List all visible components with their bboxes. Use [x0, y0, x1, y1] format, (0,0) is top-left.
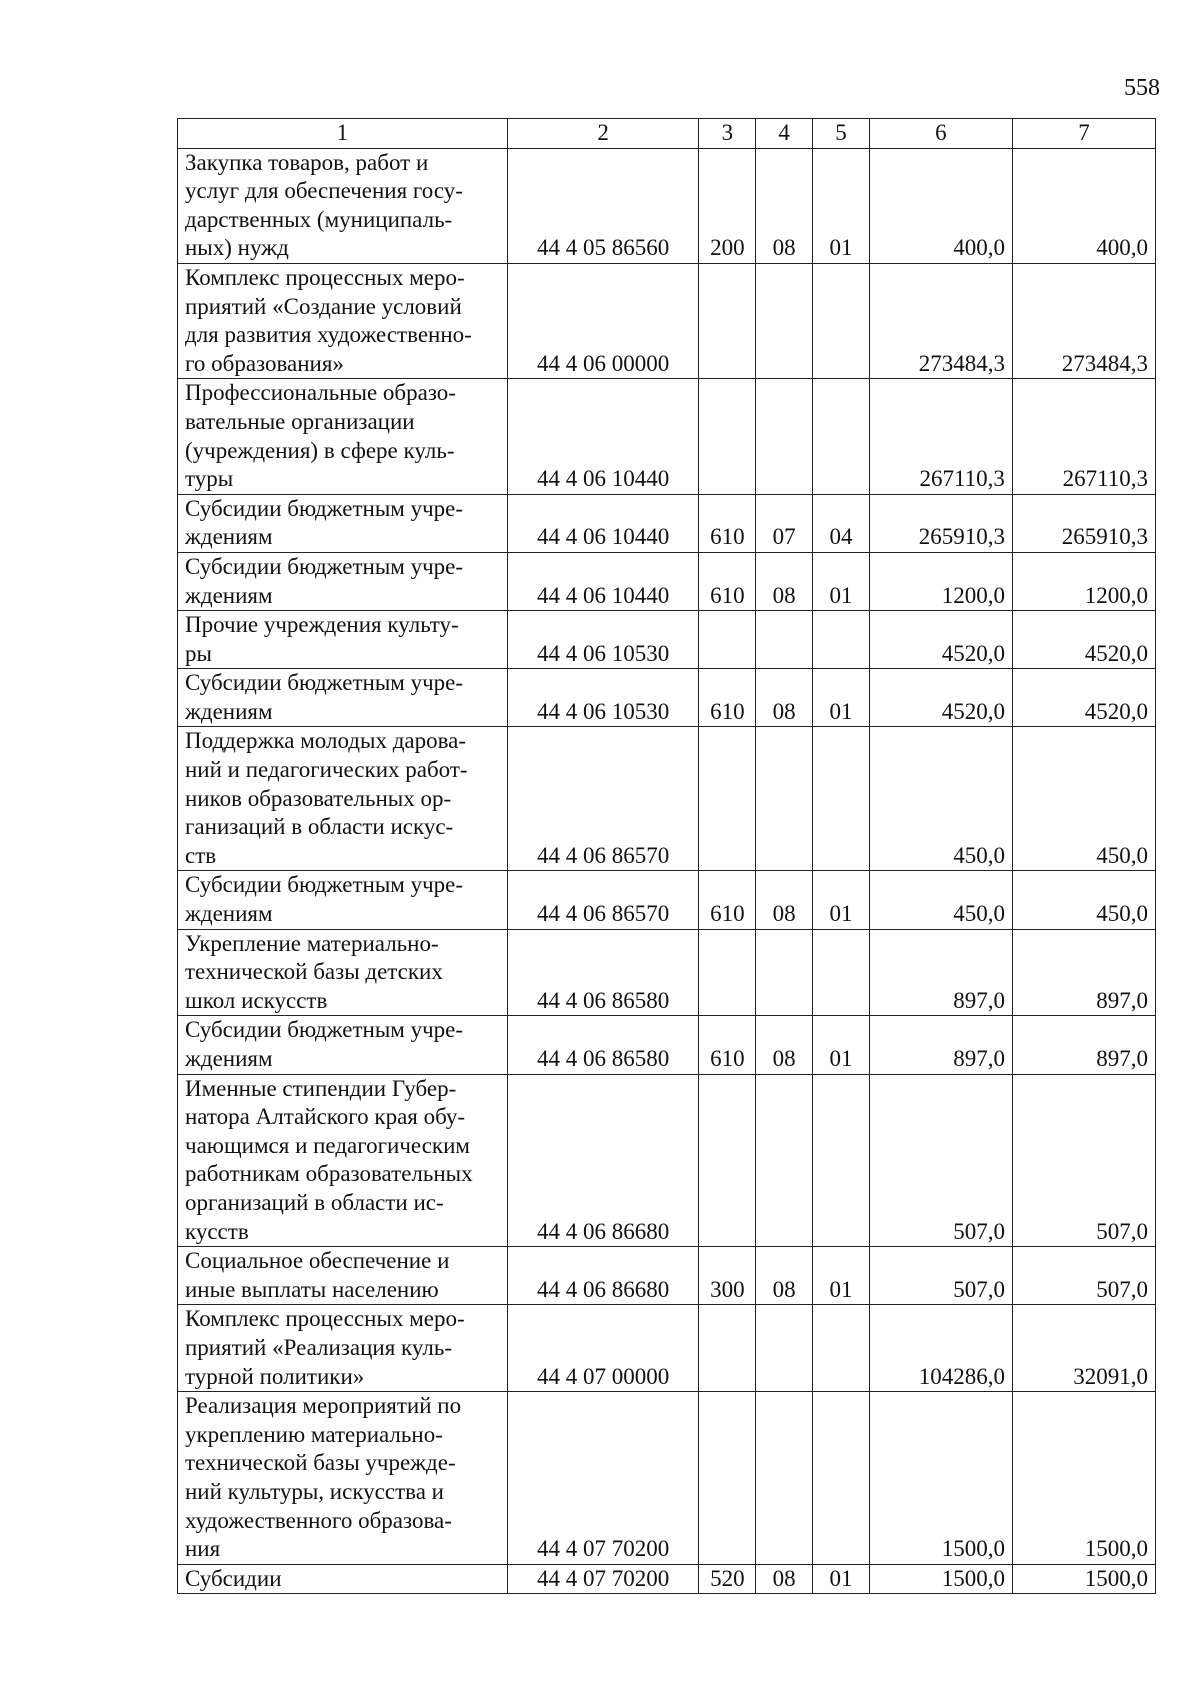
item-name-line: Именные стипендии Губер- [185, 1075, 457, 1101]
row-subsection [813, 1074, 870, 1247]
item-name-line: чающимся и педагогическим [185, 1132, 470, 1158]
item-name-line: ждениям [185, 524, 273, 550]
item-name-line: Поддержка молодых дарова- [185, 728, 467, 754]
table-row [178, 727, 1156, 871]
table-row [178, 263, 1156, 378]
row-amount-col6: 265910,3 [869, 494, 1012, 552]
item-name-line: услуг для обеспечения госу- [185, 178, 463, 204]
row-section [756, 929, 813, 1016]
row-item-name [178, 1247, 508, 1305]
row-item-name [178, 148, 508, 263]
row-section [756, 727, 813, 871]
table-row [178, 1247, 1156, 1305]
row-amount-col7: 897,0 [1012, 929, 1155, 1016]
table-row [178, 929, 1156, 1016]
row-amount-col6: 4520,0 [869, 669, 1012, 727]
row-section [756, 611, 813, 669]
row-target-code: 44 4 06 10440 [507, 494, 699, 552]
row-subsection [813, 379, 870, 494]
row-section [756, 1392, 813, 1565]
item-name-line: ганизаций в области искус- [185, 814, 454, 840]
row-section: 08 [756, 1016, 813, 1074]
item-name-line: вательные организации [185, 408, 415, 434]
table-row [178, 1564, 1156, 1594]
row-amount-col7: 1500,0 [1012, 1392, 1155, 1565]
row-item-name [178, 669, 508, 727]
row-amount-col6: 267110,3 [869, 379, 1012, 494]
row-item-name [178, 494, 508, 552]
column-header-4: 4 [756, 119, 813, 149]
row-amount-col7: 507,0 [1012, 1074, 1155, 1247]
row-amount-col6: 104286,0 [869, 1305, 1012, 1392]
row-amount-col7: 4520,0 [1012, 611, 1155, 669]
row-expense-type [699, 611, 756, 669]
column-header-3: 3 [699, 119, 756, 149]
item-name-line: Субсидии бюджетным учре- [185, 495, 464, 521]
item-name-line: ния [185, 1536, 221, 1562]
row-expense-type [699, 1305, 756, 1392]
row-expense-type: 610 [699, 1016, 756, 1074]
row-expense-type: 200 [699, 148, 756, 263]
row-item-name [178, 1305, 508, 1392]
row-amount-col7: 32091,0 [1012, 1305, 1155, 1392]
row-expense-type: 610 [699, 871, 756, 929]
item-name-line: го образования» [185, 350, 344, 376]
row-item-name [178, 727, 508, 871]
table-row [178, 669, 1156, 727]
row-amount-col6: 897,0 [869, 929, 1012, 1016]
row-amount-col6: 507,0 [869, 1247, 1012, 1305]
item-name-line: ждениям [185, 582, 273, 608]
column-header-5: 5 [813, 119, 870, 149]
table-row [178, 1392, 1156, 1565]
row-amount-col7: 273484,3 [1012, 263, 1155, 378]
item-name-line: ных) нужд [185, 235, 289, 261]
item-name-line: Укрепление материально- [185, 930, 439, 956]
item-name-line: туры [185, 466, 234, 492]
row-amount-col7: 1200,0 [1012, 552, 1155, 610]
row-target-code: 44 4 06 86570 [507, 727, 699, 871]
row-amount-col7: 897,0 [1012, 1016, 1155, 1074]
row-section [756, 1305, 813, 1392]
row-expense-type: 520 [699, 1564, 756, 1594]
row-section: 08 [756, 1247, 813, 1305]
row-target-code: 44 4 06 86580 [507, 929, 699, 1016]
row-subsection: 04 [813, 494, 870, 552]
row-expense-type [699, 263, 756, 378]
item-name-line: ждениям [185, 901, 273, 927]
row-item-name [178, 1392, 508, 1565]
row-target-code: 44 4 07 70200 [507, 1564, 699, 1594]
row-amount-col7: 265910,3 [1012, 494, 1155, 552]
item-name-line: Субсидии бюджетным учре- [185, 1017, 464, 1043]
row-amount-col6: 507,0 [869, 1074, 1012, 1247]
row-subsection [813, 1392, 870, 1565]
table-row [178, 148, 1156, 263]
row-subsection [813, 263, 870, 378]
item-name-line: турной политики» [185, 1363, 365, 1389]
row-item-name [178, 871, 508, 929]
row-item-name [178, 1016, 508, 1074]
row-subsection: 01 [813, 148, 870, 263]
row-target-code: 44 4 06 86680 [507, 1247, 699, 1305]
row-expense-type: 610 [699, 552, 756, 610]
table-row [178, 1016, 1156, 1074]
table-row [178, 552, 1156, 610]
row-subsection: 01 [813, 871, 870, 929]
item-name-line: кусств [185, 1218, 249, 1244]
item-name-line: технической базы учрежде- [185, 1450, 456, 1476]
item-name-line: ников образовательных ор- [185, 785, 452, 811]
row-amount-col6: 400,0 [869, 148, 1012, 263]
row-amount-col6: 1500,0 [869, 1392, 1012, 1565]
row-target-code: 44 4 06 00000 [507, 263, 699, 378]
row-item-name [178, 1074, 508, 1247]
table-body [178, 148, 1156, 1594]
table-row [178, 494, 1156, 552]
item-name-line: для развития художественно- [185, 322, 472, 348]
row-expense-type [699, 1074, 756, 1247]
item-name-line: художественного образова- [185, 1507, 452, 1533]
row-amount-col7: 267110,3 [1012, 379, 1155, 494]
item-name-line: иные выплаты населению [185, 1276, 439, 1302]
row-section [756, 263, 813, 378]
column-header-1: 1 [178, 119, 508, 149]
row-item-name [178, 1564, 508, 1594]
row-subsection: 01 [813, 1016, 870, 1074]
row-amount-col6: 1200,0 [869, 552, 1012, 610]
row-target-code: 44 4 06 86570 [507, 871, 699, 929]
row-item-name [178, 929, 508, 1016]
row-expense-type: 300 [699, 1247, 756, 1305]
item-name-line: Комплекс процессных меро- [185, 1306, 465, 1332]
row-section: 08 [756, 552, 813, 610]
row-item-name [178, 379, 508, 494]
item-name-line: Комплекс процессных меро- [185, 264, 465, 290]
row-section [756, 379, 813, 494]
item-name-line: ры [185, 640, 212, 666]
item-name-line: Субсидии бюджетным учре- [185, 553, 464, 579]
row-item-name [178, 611, 508, 669]
row-expense-type [699, 379, 756, 494]
row-target-code: 44 4 06 86680 [507, 1074, 699, 1247]
item-name-line: дарственных (муниципаль- [185, 206, 453, 232]
table-row [178, 611, 1156, 669]
row-section: 07 [756, 494, 813, 552]
item-name-line: школ искусств [185, 987, 328, 1013]
row-subsection [813, 1305, 870, 1392]
row-amount-col6: 273484,3 [869, 263, 1012, 378]
item-name-line: технической базы детских [185, 959, 443, 985]
row-amount-col7: 400,0 [1012, 148, 1155, 263]
row-expense-type [699, 1392, 756, 1565]
row-section [756, 1074, 813, 1247]
column-header-2: 2 [507, 119, 699, 149]
table-row [178, 871, 1156, 929]
row-section: 08 [756, 871, 813, 929]
column-header-7: 7 [1012, 119, 1155, 149]
row-amount-col7: 450,0 [1012, 871, 1155, 929]
row-item-name [178, 263, 508, 378]
row-target-code: 44 4 06 10530 [507, 669, 699, 727]
row-subsection [813, 611, 870, 669]
row-expense-type: 610 [699, 669, 756, 727]
item-name-line: ний культуры, искусства и [185, 1478, 444, 1504]
item-name-line: ний и педагогических работ- [185, 757, 468, 783]
row-amount-col7: 1500,0 [1012, 1564, 1155, 1594]
row-amount-col7: 507,0 [1012, 1247, 1155, 1305]
item-name-line: Социальное обеспечение и [185, 1248, 450, 1274]
item-name-line: Субсидии [185, 1565, 282, 1591]
row-subsection: 01 [813, 1247, 870, 1305]
item-name-line: ждениям [185, 698, 273, 724]
item-name-line: приятий «Реализация куль- [185, 1334, 452, 1360]
column-header-6: 6 [869, 119, 1012, 149]
item-name-line: ждениям [185, 1046, 273, 1071]
row-expense-type [699, 929, 756, 1016]
row-amount-col7: 450,0 [1012, 727, 1155, 871]
row-amount-col6: 450,0 [869, 727, 1012, 871]
item-name-line: приятий «Создание условий [185, 293, 462, 319]
row-amount-col6: 450,0 [869, 871, 1012, 929]
row-amount-col6: 4520,0 [869, 611, 1012, 669]
table-row [178, 379, 1156, 494]
item-name-line: натора Алтайского края обу- [185, 1104, 466, 1130]
row-target-code: 44 4 07 00000 [507, 1305, 699, 1392]
row-amount-col6: 1500,0 [869, 1564, 1012, 1594]
row-target-code: 44 4 05 86560 [507, 148, 699, 263]
item-name-line: (учреждения) в сфере куль- [185, 437, 455, 463]
row-expense-type: 610 [699, 494, 756, 552]
row-expense-type [699, 727, 756, 871]
item-name-line: организаций в области ис- [185, 1189, 444, 1215]
row-amount-col7: 4520,0 [1012, 669, 1155, 727]
item-name-line: укреплению материально- [185, 1421, 443, 1447]
row-section: 08 [756, 148, 813, 263]
row-target-code: 44 4 06 10440 [507, 379, 699, 494]
row-target-code: 44 4 06 10440 [507, 552, 699, 610]
budget-table [177, 118, 1156, 1594]
table-row [178, 1305, 1156, 1392]
row-subsection: 01 [813, 669, 870, 727]
row-target-code: 44 4 07 70200 [507, 1392, 699, 1565]
page-number: 558 [1124, 75, 1160, 101]
row-target-code: 44 4 06 10530 [507, 611, 699, 669]
row-item-name [178, 552, 508, 610]
row-subsection: 01 [813, 1564, 870, 1594]
item-name-line: Профессиональные образо- [185, 380, 456, 406]
item-name-line: Субсидии бюджетным учре- [185, 872, 464, 898]
row-subsection: 01 [813, 552, 870, 610]
item-name-line: Прочие учреждения культу- [185, 612, 459, 638]
row-section: 08 [756, 1564, 813, 1594]
item-name-line: Субсидии бюджетным учре- [185, 670, 464, 696]
row-amount-col6: 897,0 [869, 1016, 1012, 1074]
row-section: 08 [756, 669, 813, 727]
row-target-code: 44 4 06 86580 [507, 1016, 699, 1074]
item-name-line: работникам образовательных [185, 1161, 473, 1187]
item-name-line: Закупка товаров, работ и [185, 149, 429, 175]
row-subsection [813, 727, 870, 871]
item-name-line: ств [185, 842, 217, 868]
row-subsection [813, 929, 870, 1016]
table-header-row [178, 119, 1156, 149]
item-name-line: Реализация мероприятий по [185, 1393, 462, 1419]
table-row [178, 1074, 1156, 1247]
